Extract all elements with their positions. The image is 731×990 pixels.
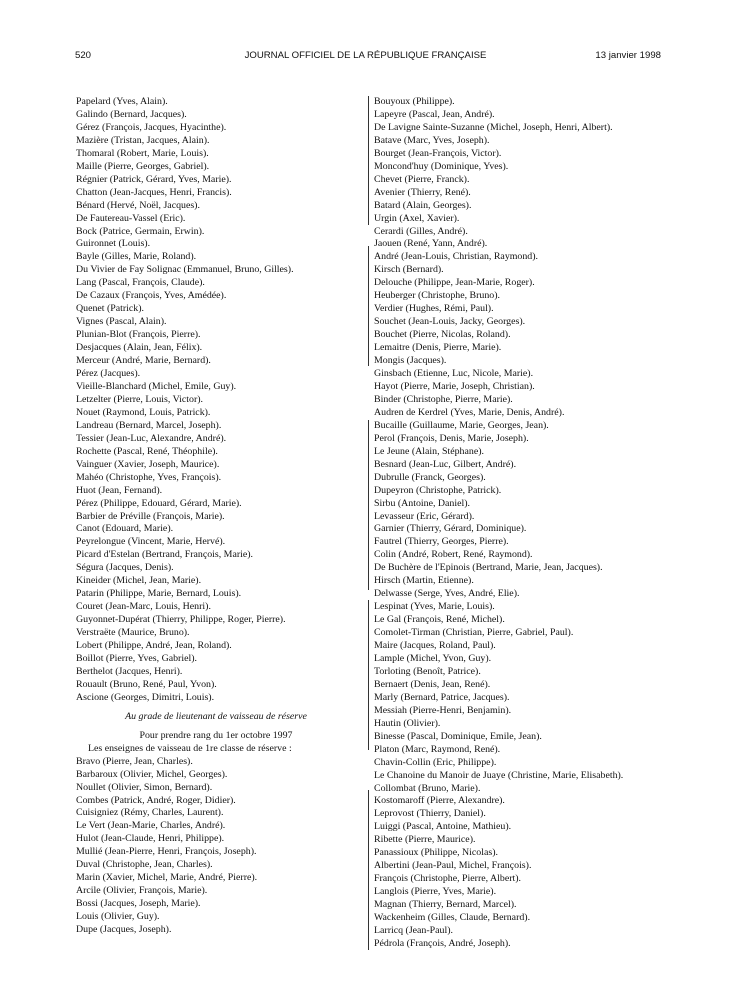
section-intro: Les enseignes de vaisseau de 1re classe de réserve : — [88, 742, 292, 754]
name-entry: Le Chanoine du Manoir de Juaye (Christine, Marie, Elisabeth). — [374, 769, 624, 781]
name-entry: Bouyoux (Philippe). — [374, 96, 455, 107]
name-entry: Lample (Michel, Yvon, Guy). — [374, 652, 492, 664]
publication-date: 13 janvier 1998 — [595, 50, 661, 61]
name-entry: Ségura (Jacques, Denis). — [76, 562, 174, 574]
name-entry: Bock (Patrice, Germain, Erwin). — [76, 225, 205, 237]
name-entry: Bossi (Jacques, Joseph, Marie). — [76, 898, 201, 910]
name-entry: Gérez (François, Jacques, Hyacinthe). — [76, 121, 227, 133]
name-entry: Besnard (Jean-Luc, Gilbert, André). — [374, 458, 517, 470]
name-entry: Urgin (Axel, Xavier). — [374, 212, 460, 224]
right-column — [374, 96, 674, 951]
name-entry: Letzelter (Pierre, Louis, Victor). — [76, 393, 203, 405]
name-entry: Messiah (Pierre-Henri, Benjamin). — [374, 704, 512, 716]
name-entry: Ginsbach (Etienne, Luc, Nicole, Marie). — [374, 368, 534, 380]
name-entry: André (Jean-Louis, Christian, Raymond). — [374, 251, 539, 263]
name-entry: Moncond'huy (Dominique, Yves). — [374, 160, 509, 172]
name-entry: Levasseur (Eric, Gérard). — [374, 510, 475, 522]
name-entry: Colin (André, Robert, René, Raymond). — [374, 549, 533, 561]
name-entry: De Lavigne Sainte-Suzanne (Michel, Joseph, Henri, Albert). — [374, 121, 613, 133]
name-entry: Barbier de Préville (François, Marie). — [76, 510, 225, 522]
name-entry: Papelard (Yves, Alain). — [76, 96, 168, 107]
name-entry: Dupe (Jacques, Joseph). — [76, 924, 172, 936]
name-entry: Torloting (Benoît, Patrice). — [374, 665, 481, 677]
name-entry: Delouche (Philippe, Jean-Marie, Roger). — [374, 277, 535, 289]
name-entry: Bravo (Pierre, Jean, Charles). — [76, 755, 193, 767]
name-entry: Leprovost (Thierry, Daniel). — [374, 808, 486, 820]
name-entry: Verstraëte (Maurice, Bruno). — [76, 627, 190, 639]
name-entry: Batard (Alain, Georges). — [374, 199, 472, 211]
name-entry: Binder (Christophe, Pierre, Marie). — [374, 393, 513, 405]
name-entry: Quenet (Patrick). — [76, 303, 145, 315]
name-entry: Dupeyron (Christophe, Patrick). — [374, 484, 502, 496]
name-entry: Perol (François, Denis, Marie, Joseph). — [374, 432, 529, 444]
name-entry: Lobert (Philippe, André, Jean, Roland). — [76, 640, 232, 652]
name-entry: Panassioux (Philippe, Nicolas). — [374, 847, 498, 859]
name-entry: Sirbu (Antoine, Daniel). — [374, 497, 470, 509]
name-entry: Delwasse (Serge, Yves, André, Elie). — [374, 588, 520, 600]
name-entry: Hirsch (Martin, Etienne). — [374, 575, 474, 587]
name-entry: Vieille-Blanchard (Michel, Emile, Guy). — [76, 380, 237, 392]
name-entry: Maille (Pierre, Georges, Gabriel). — [76, 160, 210, 172]
name-entry: Bucaille (Guillaume, Marie, Georges, Jean). — [374, 419, 549, 431]
name-entry: Chavin-Collin (Eric, Philippe). — [374, 756, 497, 768]
name-entry: Langlois (Pierre, Yves, Marie). — [374, 886, 497, 898]
name-entry: Bouchet (Pierre, Nicolas, Roland). — [374, 329, 511, 341]
name-entry: Bénard (Hervé, Noël, Jacques). — [76, 199, 200, 211]
name-entry: Régnier (Patrick, Gérard, Yves, Marie). — [76, 173, 232, 185]
name-entry: Batave (Marc, Yves, Joseph). — [374, 134, 490, 146]
name-entry: Le Jeune (Alain, Stéphane). — [374, 445, 484, 457]
name-entry: Guironnet (Louis). — [76, 238, 151, 250]
name-entry: Hulot (Jean-Claude, Henri, Philippe). — [76, 833, 225, 845]
name-entry: Comolet-Tirman (Christian, Pierre, Gabriel, Paul). — [374, 627, 574, 639]
name-entry: Ribette (Pierre, Maurice). — [374, 834, 476, 846]
name-entry: Souchet (Jean-Louis, Jacky, Georges). — [374, 316, 526, 328]
name-entry: Desjacques (Alain, Jean, Félix). — [76, 342, 203, 354]
name-entry: Magnan (Thierry, Bernard, Marcel). — [374, 899, 517, 911]
name-entry: De Cazaux (François, Yves, Amédée). — [76, 290, 227, 302]
name-entry: De Buchère de l'Epinois (Bertrand, Marie, Jean, Jacques). — [374, 562, 603, 574]
name-entry: Plunian-Blot (François, Pierre). — [76, 329, 201, 341]
name-entry: Le Vert (Jean-Marie, Charles, André). — [76, 820, 226, 832]
name-entry: Le Gal (François, René, Michel). — [374, 614, 505, 626]
name-entry: Chevet (Pierre, Franck). — [374, 173, 470, 185]
name-entry: Heuberger (Christophe, Bruno). — [374, 290, 500, 302]
column-rule — [368, 165, 369, 225]
name-entry: Guyonnet-Dupérat (Thierry, Philippe, Roger, Pierre). — [76, 614, 286, 626]
name-entry: Lemaitre (Denis, Pierre, Marie). — [374, 342, 502, 354]
page-header — [0, 49, 731, 63]
column-rule — [368, 600, 369, 750]
name-entry: Wackenheim (Gilles, Claude, Bernard). — [374, 912, 531, 924]
name-entry: Arcile (Olivier, François, Marie). — [76, 885, 208, 897]
name-entry: Lang (Pascal, François, Claude). — [76, 277, 205, 289]
name-entry: Verdier (Hughes, Rémi, Paul). — [374, 303, 494, 315]
name-entry: Maire (Jacques, Roland, Paul). — [374, 640, 496, 652]
name-entry: Audren de Kerdrel (Yves, Marie, Denis, André). — [374, 406, 565, 418]
name-entry: Kirsch (Bernard). — [374, 264, 444, 276]
name-entry: Rouault (Bruno, René, Paul, Yvon). — [76, 678, 217, 690]
name-entry: Nouet (Raymond, Louis, Patrick). — [76, 406, 211, 418]
name-entry: Cuisigniez (Rémy, Charles, Laurent). — [76, 807, 224, 819]
name-entry: Vignes (Pascal, Alain). — [76, 316, 167, 328]
name-entry: Mazière (Tristan, Jacques, Alain). — [76, 134, 210, 146]
name-entry: Bourget (Jean-François, Victor). — [374, 147, 502, 159]
name-entry: Galindo (Bernard, Jacques). — [76, 108, 187, 120]
name-entry: Canot (Edouard, Marie). — [76, 523, 174, 535]
name-entry: Tessier (Jean-Luc, Alexandre, André). — [76, 432, 227, 444]
name-entry: Marly (Bernard, Patrice, Jacques). — [374, 691, 510, 703]
journal-title: JOURNAL OFFICIEL DE LA RÉPUBLIQUE FRANÇAISE — [244, 50, 487, 61]
name-entry: Boillot (Pierre, Yves, Gabriel). — [76, 652, 197, 664]
name-entry: Bernaert (Denis, Jean, René). — [374, 678, 491, 690]
name-entry: Couret (Jean-Marc, Louis, Henri). — [76, 601, 211, 613]
name-entry: Thomaral (Robert, Marie, Louis). — [76, 147, 209, 159]
name-entry: Picard d'Estelan (Bertrand, François, Marie). — [76, 549, 254, 561]
name-entry: Pérez (Jacques). — [76, 368, 141, 380]
name-entry: Fautrel (Thierry, Georges, Pierre). — [374, 536, 509, 548]
name-entry: Merceur (André, Marie, Bernard). — [76, 355, 211, 367]
name-entry: Berthelot (Jacques, Henri). — [76, 665, 183, 677]
name-entry: Collombat (Bruno, Marie). — [374, 782, 481, 794]
name-entry: Mullié (Jean-Pierre, Henri, François, Joseph). — [76, 846, 257, 858]
name-entry: Luiggi (Pascal, Antoine, Mathieu). — [374, 821, 512, 833]
name-entry: Huot (Jean, Fernand). — [76, 484, 163, 496]
name-entry: Ascione (Georges, Dimitri, Louis). — [76, 691, 215, 703]
section-heading: Au grade de lieutenant de vaisseau de réserve — [125, 710, 307, 722]
name-entry: Avenier (Thierry, René). — [374, 186, 471, 198]
name-entry: Peyrelongue (Vincent, Marie, Hervé). — [76, 536, 226, 548]
name-entry: Bayle (Gilles, Marie, Roland). — [76, 251, 197, 263]
name-entry: Barbaroux (Olivier, Michel, Georges). — [76, 768, 228, 780]
name-entry: Kineider (Michel, Jean, Marie). — [76, 575, 202, 587]
name-entry: François (Christophe, Pierre, Albert). — [374, 873, 521, 885]
name-entry: Duval (Christophe, Jean, Charles). — [76, 859, 213, 871]
name-entry: Platon (Marc, Raymond, René). — [374, 743, 501, 755]
name-entry: Louis (Olivier, Guy). — [76, 911, 160, 923]
name-entry: Albertini (Jean-Paul, Michel, François). — [374, 860, 532, 872]
page-number: 520 — [75, 50, 92, 61]
name-entry: Pédrola (François, André, Joseph). — [374, 937, 511, 949]
name-entry: Dubrulle (Franck, Georges). — [374, 471, 486, 483]
name-entry: Marin (Xavier, Michel, Marie, André, Pierre). — [76, 872, 258, 884]
rank-date-line: Pour prendre rang du 1er octobre 1997 — [139, 729, 293, 741]
name-entry: Lespinat (Yves, Marie, Louis). — [374, 601, 495, 613]
name-entry: Kostomaroff (Pierre, Alexandre). — [374, 795, 505, 807]
name-entry: Landreau (Bernard, Marcel, Joseph). — [76, 419, 222, 431]
name-entry: Garnier (Thierry, Gérard, Dominique). — [374, 523, 527, 535]
name-entry: Hayot (Pierre, Marie, Joseph, Christian). — [374, 380, 535, 392]
name-entry: Pérez (Philippe, Edouard, Gérard, Marie). — [76, 497, 242, 509]
name-entry: Cerardi (Gilles, André). — [374, 225, 468, 237]
name-entry: De Fautereau-Vassel (Eric). — [76, 212, 186, 224]
name-entry: Du Vivier de Fay Solignac (Emmanuel, Bruno, Gilles). — [76, 264, 294, 276]
name-entry: Chatton (Jean-Jacques, Henri, Francis). — [76, 186, 232, 198]
name-entry: Rochette (Pascal, René, Théophile). — [76, 445, 218, 457]
name-entry: Larricq (Jean-Paul). — [374, 925, 453, 936]
name-entry: Combes (Patrick, André, Roger, Didier). — [76, 794, 236, 806]
name-entry: Binesse (Pascal, Dominique, Emile, Jean). — [374, 730, 542, 742]
name-entry: Jaouen (René, Yann, André). — [374, 238, 488, 250]
name-entry: Vainguer (Xavier, Joseph, Maurice). — [76, 458, 220, 470]
name-entry: Noullet (Olivier, Simon, Bernard). — [76, 781, 213, 793]
left-column — [76, 96, 356, 937]
column-rule — [368, 420, 369, 590]
name-entry: Patarin (Philippe, Marie, Bernard, Louis). — [76, 588, 242, 600]
column-rule — [368, 790, 369, 950]
column-rule — [368, 246, 369, 366]
name-entry: Hautin (Olivier). — [374, 717, 441, 729]
name-entry: Mongis (Jacques). — [374, 355, 447, 367]
name-entry: Lapeyre (Pascal, Jean, André). — [374, 108, 495, 120]
name-entry: Mahéo (Christophe, Yves, François). — [76, 471, 222, 483]
